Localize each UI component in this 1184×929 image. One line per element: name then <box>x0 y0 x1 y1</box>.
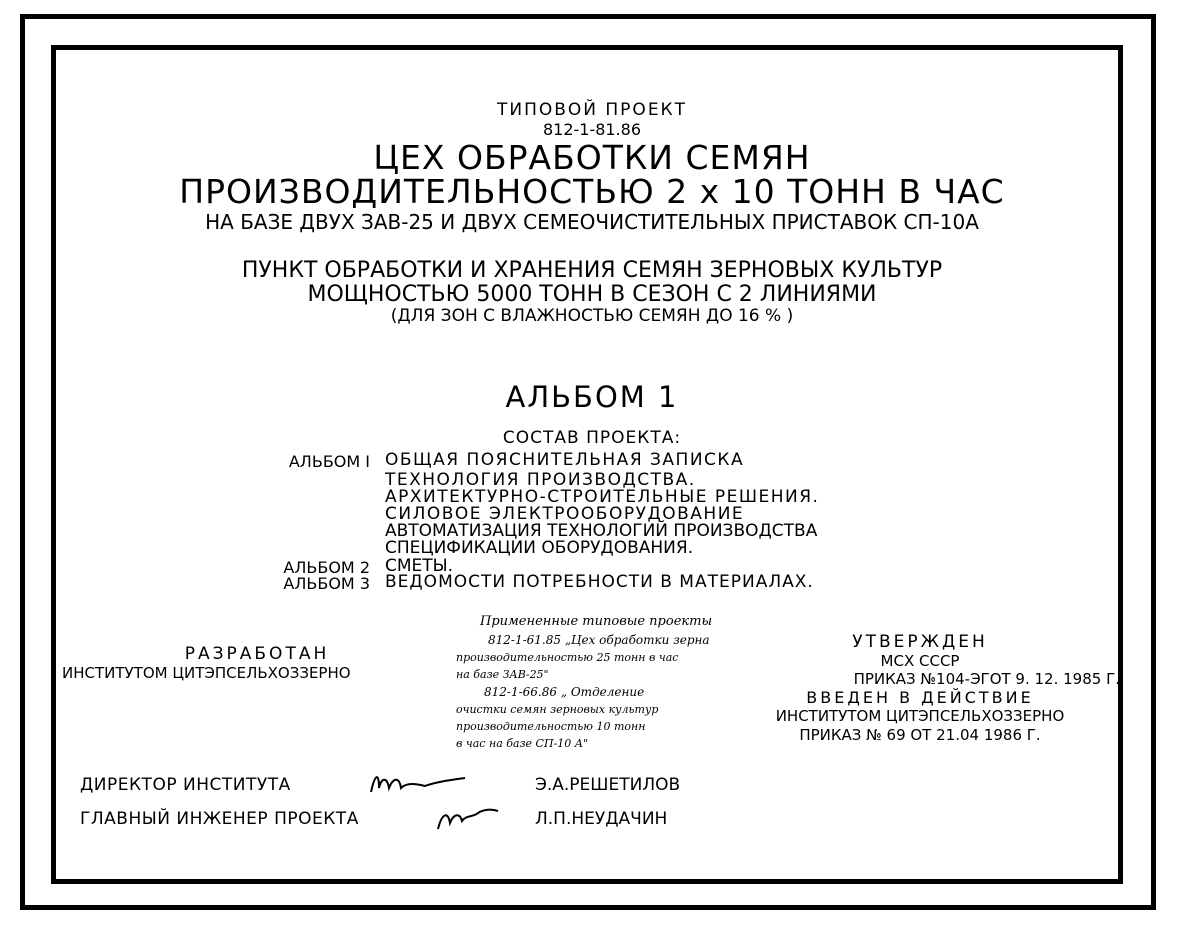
composition-item: ОБЩАЯ ПОЯСНИТЕЛЬНАЯ ЗАПИСКА <box>385 450 745 470</box>
subtitle-line-2: МОЩНОСТЬЮ 5000 ТОНН В СЕЗОН С 2 ЛИНИЯМИ <box>307 282 877 307</box>
composition-item: СМЕТЫ. <box>385 556 454 576</box>
title-line-2: ПРОИЗВОДИТЕЛЬНОСТЬЮ 2 х 10 ТОНН В ЧАС <box>179 172 1005 211</box>
album-title: АЛЬБОМ 1 <box>505 380 679 414</box>
signature-name: Л.П.НЕУДАЧИН <box>535 809 668 829</box>
applied-project-line: очистки семян зерновых культур <box>456 703 659 716</box>
album-label: АЛЬБОМ 2 <box>283 558 370 577</box>
title-line-3: НА БАЗЕ ДВУХ ЗАВ-25 И ДВУХ СЕМЕОЧИСТИТЕЛЬНЫХ ПРИСТАВОК СП-10А <box>205 210 979 234</box>
signature-scribble <box>365 768 475 798</box>
applied-project-line: на базе ЗАВ-25" <box>456 668 549 681</box>
composition-item: СПЕЦИФИКАЦИИ ОБОРУДОВАНИЯ. <box>385 538 694 558</box>
applied-project-line: 812-1-66.86 „ Отделение <box>484 685 645 699</box>
composition-heading: СОСТАВ ПРОЕКТА: <box>502 428 682 448</box>
composition-item: АРХИТЕКТУРНО-СТРОИТЕЛЬНЫЕ РЕШЕНИЯ. <box>385 487 820 507</box>
signature-scribble <box>434 803 504 833</box>
signature-role: ГЛАВНЫЙ ИНЖЕНЕР ПРОЕКТА <box>80 809 359 829</box>
applied-project-line: в час на базе СП-10 А" <box>456 737 589 750</box>
approved-org: МСХ СССР <box>880 652 960 670</box>
applied-projects-heading: Примененные типовые проекты <box>480 614 713 629</box>
enacted-label: ВВЕДЕН В ДЕЙСТВИЕ <box>806 688 1034 707</box>
approved-label: УТВЕРЖДЕН <box>852 632 988 652</box>
title-line-1: ЦЕХ ОБРАБОТКИ СЕМЯН <box>373 138 811 177</box>
enacted-order: ПРИКАЗ № 69 ОТ 21.04 1986 Г. <box>799 726 1041 744</box>
album-label: АЛЬБОМ I <box>288 452 370 471</box>
composition-item: СИЛОВОЕ ЭЛЕКТРООБОРУДОВАНИЕ <box>385 504 745 524</box>
composition-item: ВЕДОМОСТИ ПОТРЕБНОСТИ В МАТЕРИАЛАХ. <box>385 572 814 592</box>
enacted-by: ИНСТИТУТОМ ЦИТЭПСЕЛЬХОЗЗЕРНО <box>775 707 1065 725</box>
composition-item: ТЕХНОЛОГИЯ ПРОИЗВОДСТВА. <box>385 470 696 490</box>
developed-by: ИНСТИТУТОМ ЦИТЭПСЕЛЬХОЗЗЕРНО <box>62 664 351 682</box>
developed-label: РАЗРАБОТАН <box>184 644 330 664</box>
applied-project-line: 812-1-61.85 „Цех обработки зерна <box>488 633 710 647</box>
subtitle-line-1: ПУНКТ ОБРАБОТКИ И ХРАНЕНИЯ СЕМЯН ЗЕРНОВЫХ КУЛЬТУР <box>241 258 943 283</box>
applied-project-line: производительностью 10 тонн <box>456 720 646 733</box>
project-number: 812-1-81.86 <box>542 120 642 139</box>
project-type: ТИПОВОЙ ПРОЕКТ <box>496 100 688 120</box>
applied-project-line: производительностью 25 тонн в час <box>456 651 679 664</box>
signature-name: Э.А.РЕШЕТИЛОВ <box>535 775 681 795</box>
album-label: АЛЬБОМ 3 <box>283 574 370 593</box>
composition-item: АВТОМАТИЗАЦИЯ ТЕХНОЛОГИЙ ПРОИЗВОДСТВА <box>385 521 818 541</box>
subtitle-line-3: (ДЛЯ ЗОН С ВЛАЖНОСТЬЮ СЕМЯН ДО 16 % ) <box>390 306 794 326</box>
approved-order: ПРИКАЗ №104-ЭГОТ 9. 12. 1985 Г. <box>853 670 1120 688</box>
signature-role: ДИРЕКТОР ИНСТИТУТА <box>80 775 291 795</box>
